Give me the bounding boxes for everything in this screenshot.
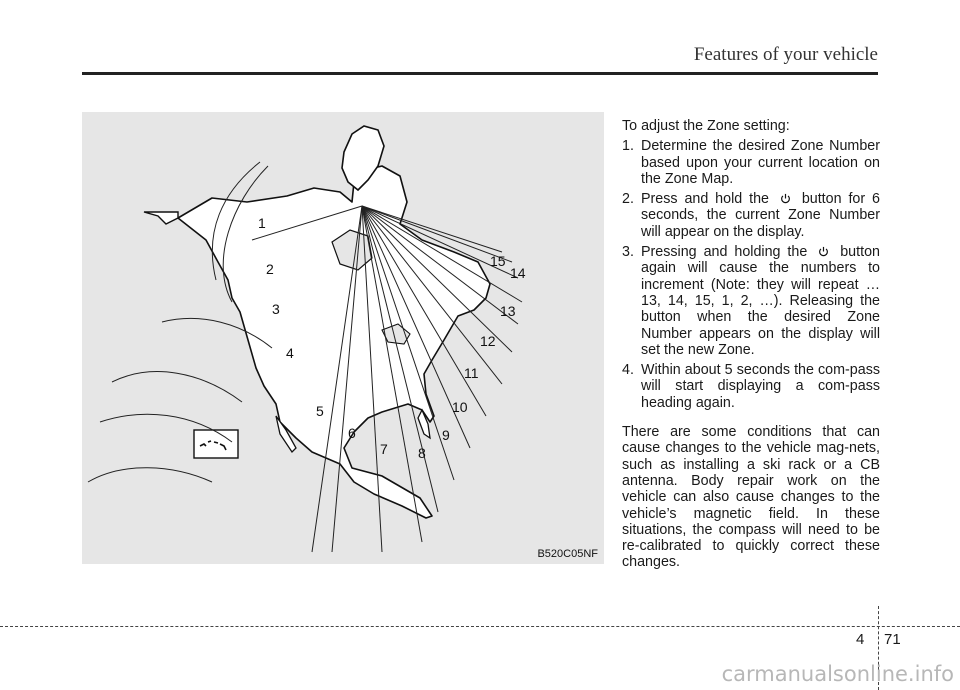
zone-label-11: 11 xyxy=(464,365,479,381)
zone-label-5: 5 xyxy=(316,403,324,419)
zone-label-3: 3 xyxy=(272,301,280,317)
instructions-column xyxy=(622,118,880,571)
power-button-icon xyxy=(818,246,829,257)
step-number: 4. xyxy=(622,362,634,379)
watermark: carmanualsonline.info xyxy=(721,662,954,686)
page-number: 71 xyxy=(884,631,901,648)
step-number: 1. xyxy=(622,138,634,155)
step-1 xyxy=(622,138,880,187)
zone-label-1: 1 xyxy=(258,215,266,231)
instructions-intro: To adjust the Zone setting: xyxy=(622,118,790,134)
zone-label-7: 7 xyxy=(380,441,388,457)
step-4 xyxy=(622,362,880,411)
step-text: Within about 5 seconds the com-pass will start displaying a com-pass heading again. xyxy=(641,362,880,411)
step-text-after: button for 6 seconds, the current Zone Number will appear on the display. xyxy=(641,191,880,240)
zone-label-8: 8 xyxy=(418,445,426,461)
power-button-icon xyxy=(780,193,791,204)
step-text-before: Pressing and holding the xyxy=(641,244,808,261)
north-america-landmass xyxy=(178,166,490,518)
step-text: Determine the desired Zone Number based upon your current location on the Zone Map. xyxy=(641,138,880,187)
zone-label-6: 6 xyxy=(348,425,356,441)
step-text-after: button again will cause the numbers to increment (Note: they will repeat …13, 14, 15, 1, 2, …). Releasing the button when the desired Zone Number appears on the display will set the new Zone. xyxy=(641,244,880,358)
chapter-number: 4 xyxy=(856,631,865,648)
hawaii-inset-box xyxy=(194,430,238,458)
figure-code: B520C05NF xyxy=(537,548,598,560)
step-2 xyxy=(622,191,880,240)
zone-label-14: 14 xyxy=(510,265,526,281)
calibration-note: There are some conditions that can cause changes to the vehicle mag-nets, such as installing a ski rack or a CB antenna. Body repair work on the vehicle can also cause changes to the vehicle’s magnetic field. In these situations, the compass will need to be re-calibrated to quickly correct these changes. xyxy=(622,424,880,571)
step-3 xyxy=(622,244,880,358)
zone-label-15: 15 xyxy=(490,253,506,269)
zone-label-2: 2 xyxy=(266,261,274,277)
zone-map-illustration xyxy=(82,112,604,564)
zone-label-12: 12 xyxy=(480,333,496,349)
zone-label-4: 4 xyxy=(286,345,294,361)
zone-label-10: 10 xyxy=(452,399,468,415)
page-header-title: Features of your vehicle xyxy=(693,44,878,65)
zone-label-13: 13 xyxy=(500,303,516,319)
zone-map-figure xyxy=(82,112,604,564)
step-text-before: Press and hold the xyxy=(641,191,769,208)
step-number: 3. xyxy=(622,244,634,261)
step-number: 2. xyxy=(622,191,634,208)
zone-label-9: 9 xyxy=(442,427,450,443)
header-rule xyxy=(82,72,878,75)
footer-rule xyxy=(0,626,960,627)
